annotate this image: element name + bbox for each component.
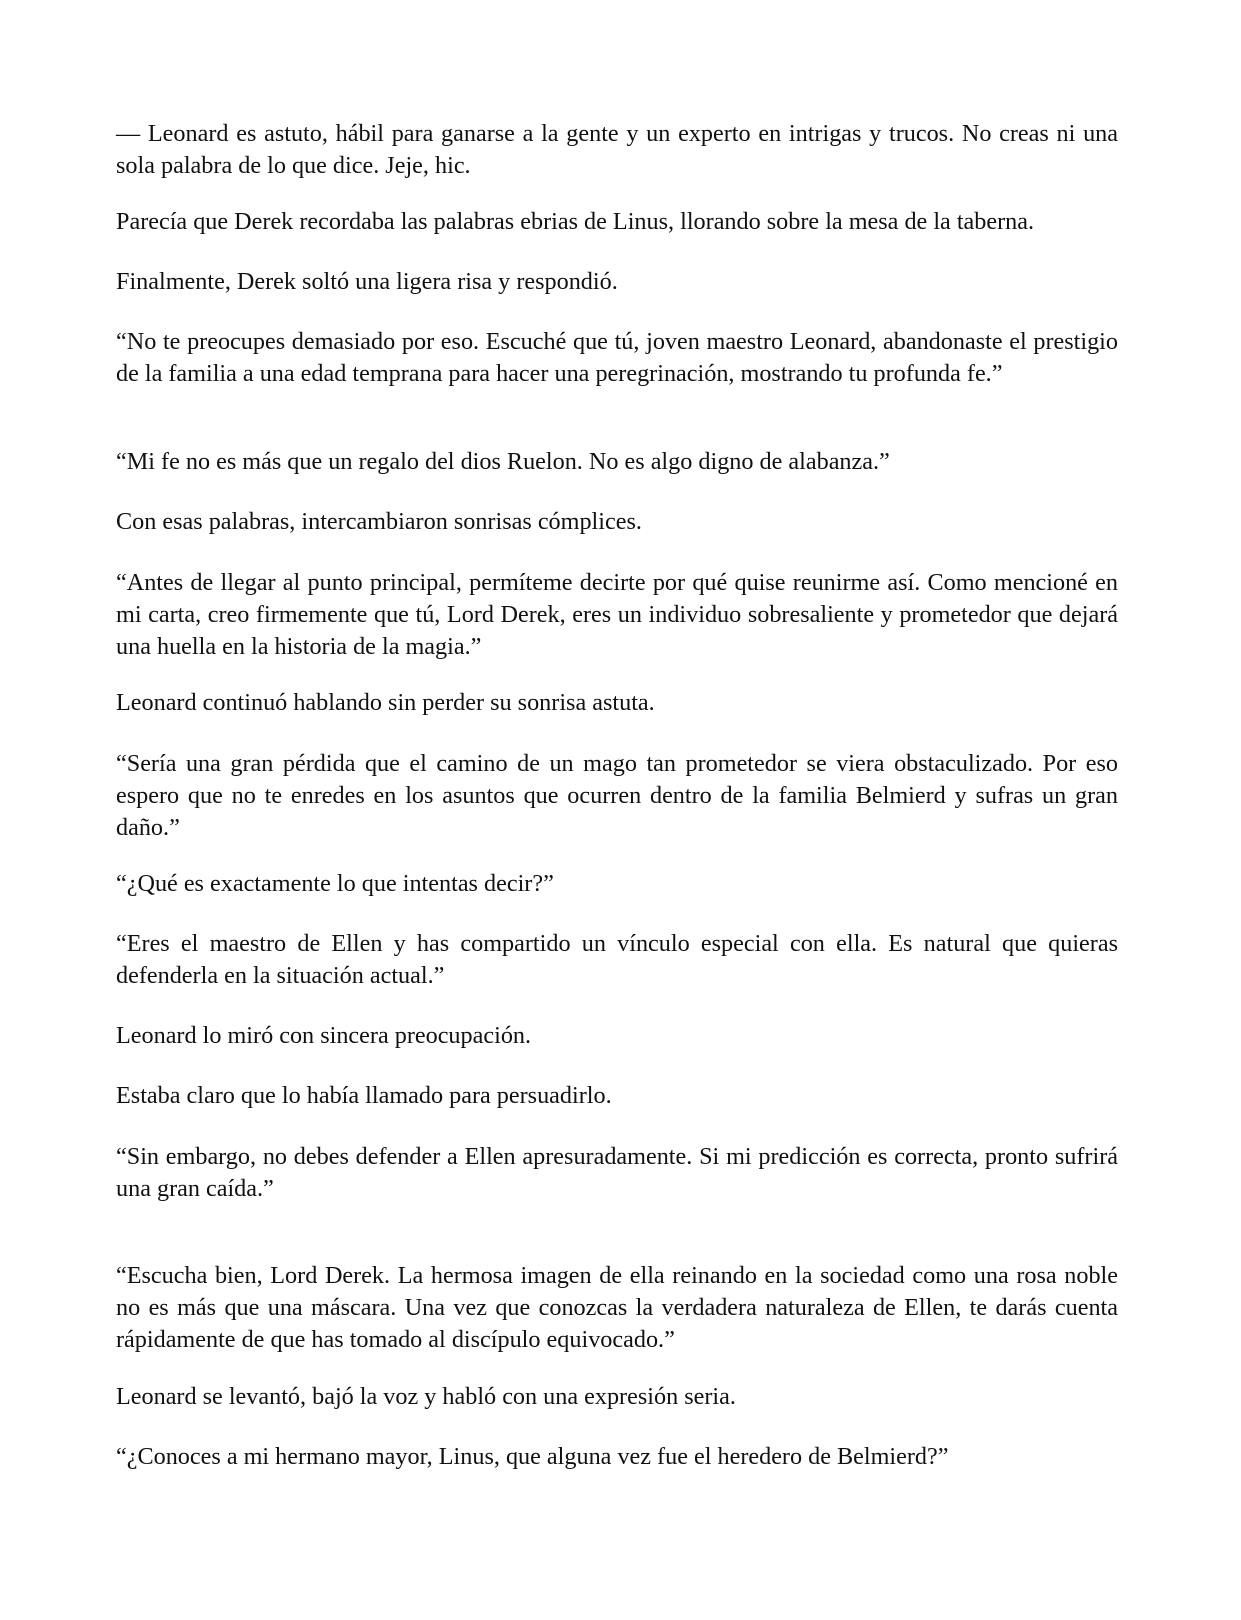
- paragraph-3: Finalmente, Derek soltó una ligera risa y respondió.: [116, 268, 618, 295]
- paragraph-8: Leonard continuó hablando sin perder su sonrisa astuta.: [116, 689, 655, 716]
- paragraph-1: — Leonard es astuto, hábil para ganarse a la gente y un experto en intrigas y trucos. No creas ni una sola palabra de lo que dice. Jeje, hic.: [116, 120, 1118, 179]
- paragraph-6: Con esas palabras, intercambiaron sonrisas cómplices.: [116, 508, 642, 535]
- paragraph-15: “Escucha bien, Lord Derek. La hermosa imagen de ella reinando en la sociedad como una rosa noble no es más que una máscara. Una vez que conozcas la verdadera naturaleza de Ellen, te darás cuenta rápidamente de que has tomado al discípulo equivocado.”: [116, 1262, 1118, 1353]
- paragraph-14: “Sin embargo, no debes defender a Ellen apresuradamente. Si mi predicción es correcta, pronto sufrirá una gran caída.”: [116, 1143, 1118, 1202]
- paragraph-9: “Sería una gran pérdida que el camino de un mago tan prometedor se viera obstaculizado. Por eso espero que no te enredes en los asuntos que ocurren dentro de la familia Belmierd y sufras un gran daño.”: [116, 750, 1118, 841]
- paragraph-4: “No te preocupes demasiado por eso. Escuché que tú, joven maestro Leonard, abandonaste el prestigio de la familia a una edad temprana para hacer una peregrinación, mostrando tu profunda fe.”: [116, 328, 1118, 387]
- paragraph-12: Leonard lo miró con sincera preocupación.: [116, 1022, 532, 1049]
- paragraph-16: Leonard se levantó, bajó la voz y habló con una expresión seria.: [116, 1383, 736, 1410]
- paragraph-11: “Eres el maestro de Ellen y has compartido un vínculo especial con ella. Es natural que quieras defenderla en la situación actual.”: [116, 930, 1118, 989]
- paragraph-2: Parecía que Derek recordaba las palabras ebrias de Linus, llorando sobre la mesa de la taberna.: [116, 208, 1035, 235]
- paragraph-10: “¿Qué es exactamente lo que intentas decir?”: [116, 870, 554, 897]
- paragraph-5: “Mi fe no es más que un regalo del dios Ruelon. No es algo digno de alabanza.”: [116, 448, 890, 475]
- paragraph-17: “¿Conoces a mi hermano mayor, Linus, que alguna vez fue el heredero de Belmierd?”: [116, 1443, 949, 1470]
- paragraph-7: “Antes de llegar al punto principal, permíteme decirte por qué quise reunirme así. Como mencioné en mi carta, creo firmemente que tú, Lord Derek, eres un individuo sobresaliente y prometedor que dejará una huella en la historia de la magia.”: [116, 569, 1118, 660]
- paragraph-13: Estaba claro que lo había llamado para persuadirlo.: [116, 1082, 612, 1109]
